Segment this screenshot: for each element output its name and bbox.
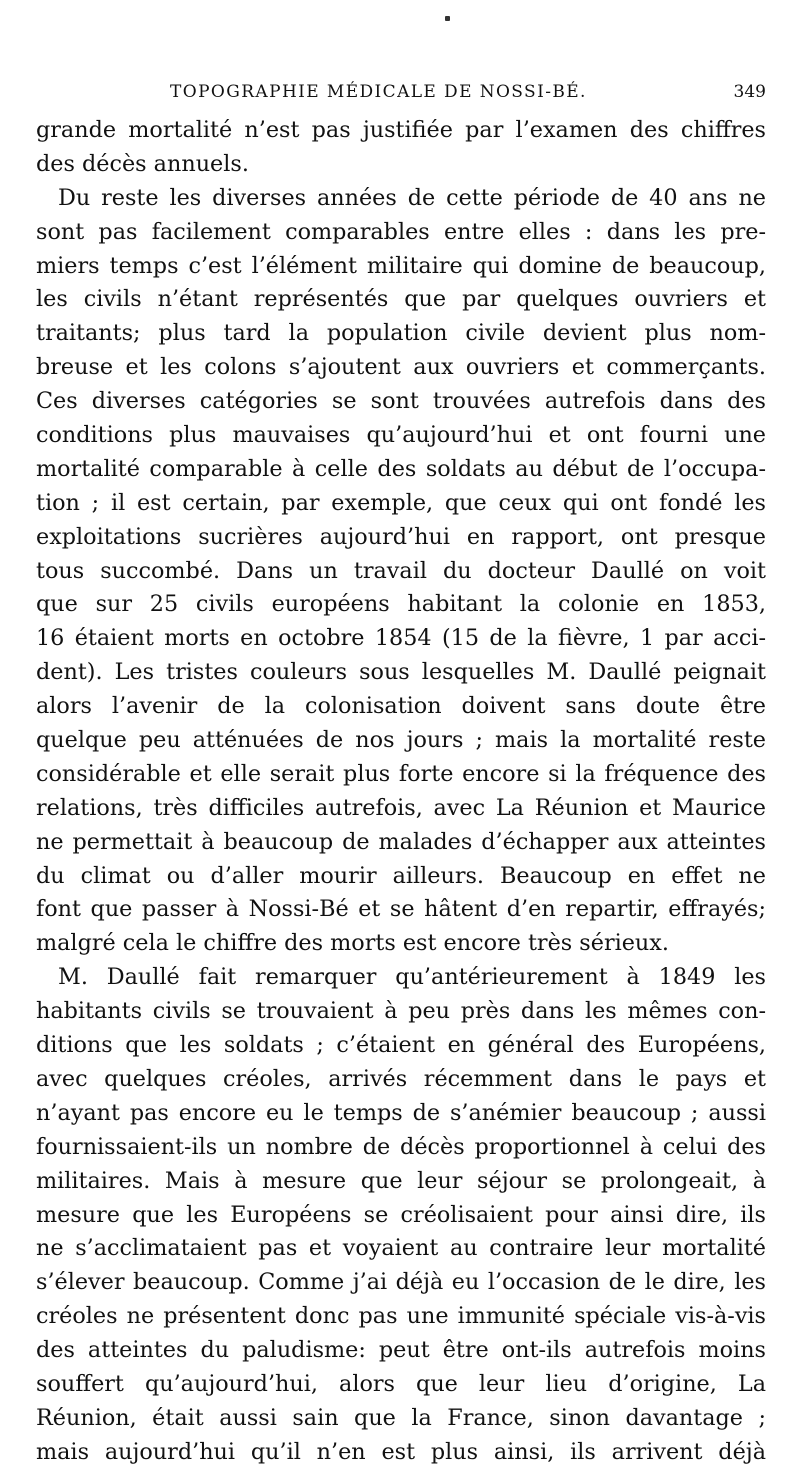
text-line: du climat ou d’aller mourir ailleurs. Beaucoup en effet ne [36,862,766,889]
text-line: s’élever beaucoup. Comme j’ai déjà eu l’occasion de le dire, les [36,1269,766,1296]
text-line: tous succombé. Dans un travail du docteur Daullé on voit [36,557,766,584]
text-line: grande mortalité n’est pas justifiée par l’examen des chiffres [36,117,766,143]
text-line: avec quelques créoles, arrivés récemment dans le pays et [36,1065,766,1092]
text-line: souffert qu’aujourd’hui, alors que leur lieu d’origine, La [36,1370,766,1397]
text-line: ne permettait à beaucoup de malades d’échapper aux atteintes [36,828,766,855]
text-line: sont pas facilement comparables entre elles : dans les pre- [36,218,766,245]
page-number: 349 [733,82,766,102]
text-line: militaires. Mais à mesure que leur séjour se prolongeait, à [36,1167,766,1194]
text-line: M. Daullé fait remarquer qu’antérieurement à 1849 les [58,964,766,991]
text-line: mais aujourd’hui qu’il n’en est plus ainsi, ils arrivent déjà [36,1438,766,1465]
text-line: malgré cela le chiffre des morts est encore très sérieux. [36,930,669,957]
text-line: traitants; plus tard la population civile devient plus nom- [36,320,766,347]
text-line: les civils n’étant représentés que par quelques ouvriers et [36,286,766,313]
text-line: habitants civils se trouvaient à peu près dans les mêmes con- [36,998,766,1025]
text-line: exploitations sucrières aujourd’hui en rapport, ont presque [36,523,766,550]
text-line: mesure que les Européens se créolisaient pour ainsi dire, ils [36,1201,766,1228]
text-line: alors l’avenir de la colonisation doivent sans doute être [36,693,766,720]
text-line: mortalité comparable à celle des soldats au début de l’occupa- [36,455,766,482]
text-line: relations, très difficiles autrefois, avec La Réunion et Maurice [36,794,766,821]
text-line: tion ; il est certain, par exemple, que ceux qui ont fondé les [36,489,766,516]
text-line: des atteintes du paludisme: peut être ont-ils autrefois moins [36,1337,766,1364]
text-line: Ces diverses catégories se sont trouvées autrefois dans des [36,388,766,415]
text-line: des décès annuels. [36,150,249,177]
text-line: Du reste les diverses années de cette période de 40 ans ne [58,184,766,211]
text-line: conditions plus mauvaises qu’aujourd’hui et ont fourni une [36,422,766,449]
text-line: breuse et les colons s’ajoutent aux ouvriers et commerçants. [36,354,766,381]
text-line: ne s’acclimataient pas et voyaient au contraire leur mortalité [36,1235,766,1262]
body-text [36,114,766,1470]
text-line: miers temps c’est l’élément militaire qui domine de beaucoup, [36,252,766,279]
text-line: quelque peu atténuées de nos jours ; mais la mortalité reste [36,727,766,754]
text-line: ditions que les soldats ; c’étaient en général des Européens, [36,1032,766,1059]
text-line: Réunion, était aussi sain que la France, sinon davantage ; [36,1404,766,1431]
text-line: 16 étaient morts en octobre 1854 (15 de la fièvre, 1 par acci- [36,625,766,652]
text-line: fournissaient-ils un nombre de décès proportionnel à celui des [36,1133,766,1160]
print-speck [445,16,450,21]
text-line: considérable et elle serait plus forte encore si la fréquence des [36,760,766,787]
text-line: dent). Les tristes couleurs sous lesquelles M. Daullé peignait [36,659,766,686]
text-line: n’ayant pas encore eu le temps de s’anémier beaucoup ; aussi [36,1099,766,1126]
text-line: font que passer à Nossi-Bé et se hâtent d’en repartir, effrayés; [36,896,766,923]
text-line: créoles ne présentent donc pas une immunité spéciale vis-à-vis [36,1303,766,1330]
running-title: TOPOGRAPHIE MÉDICALE DE NOSSI-BÉ. [170,82,587,102]
text-line: que sur 25 civils européens habitant la colonie en 1853, [36,591,766,618]
running-header [36,82,766,106]
